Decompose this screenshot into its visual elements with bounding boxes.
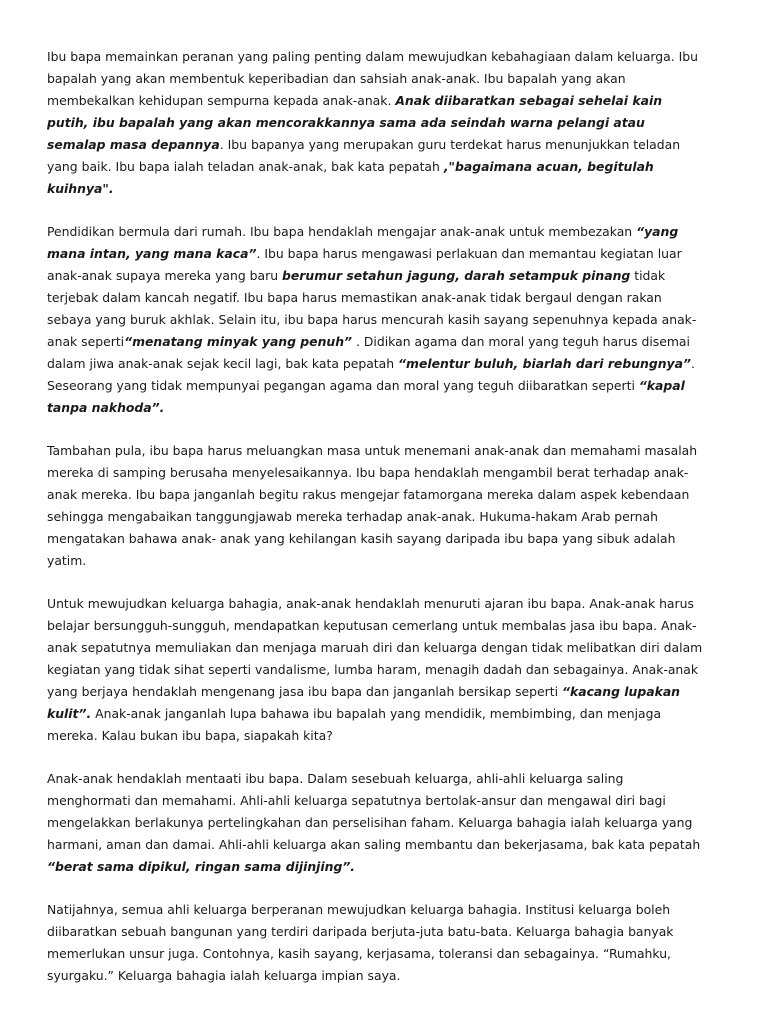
text-run: Pendidikan bermula dari rumah. Ibu bapa hendaklah mengajar anak-anak untuk membezakan (47, 224, 637, 239)
text-run-emphasis: ,"bagaimana acuan, begitulah kuihnya". (47, 159, 654, 196)
paragraph-3 (47, 440, 707, 572)
text-run-emphasis: “melentur buluh, biarlah dari rebungnya” (398, 356, 691, 371)
text-run: Tambahan pula, ibu bapa harus meluangkan masa untuk menemani anak-anak dan memahami masalah mereka di samping berusaha menyelesaikannya. Ibu bapa hendaklah mengambil berat terhadap anak-anak mereka. Ibu bapa janganlah begitu rakus mengejar fatamorgana mereka dalam aspek kebendaan sehingga mengabaikan tanggungjawab mereka terhadap anak-anak. Hukuma-hakam Arab pernah mengatakan bahawa anak- anak yang kehilangan kasih sayang daripada ibu bapa yang sibuk adalah yatim. (47, 443, 698, 568)
paragraph-6 (47, 899, 707, 987)
text-run-emphasis: berumur setahun jagung, darah setampuk pinang (282, 268, 631, 283)
paragraph-1 (47, 46, 707, 200)
text-run: Untuk mewujudkan keluarga bahagia, anak-anak hendaklah menuruti ajaran ibu bapa. Anak-anak harus belajar bersungguh-sungguh, mendapatkan keputusan cemerlang untuk membalas jasa ibu bapa. Anak-anak sepatutnya memuliakan dan menjaga maruah diri dan keluarga dengan tidak melibatkan diri dalam kegiatan yang tidak sihat seperti vandalisme, lumba haram, menagih dadah dan sebagainya. Anak-anak yang berjaya hendaklah mengenang jasa ibu bapa dan janganlah bersikap seperti (47, 596, 703, 699)
text-run: Ibu bapa memainkan peranan yang paling penting dalam mewujudkan kebahagiaan dalam keluarga. Ibu bapalah yang akan membentuk keperibadian dan sahsiah anak-anak. Ibu bapalah yang akan membekalkan kehidupan sempurna kepada anak-anak. (47, 49, 699, 108)
text-run-emphasis: “kapal tanpa nakhoda”. (47, 378, 685, 415)
paragraph-5 (47, 768, 707, 878)
text-run: Natijahnya, semua ahli keluarga berperanan mewujudkan keluarga bahagia. Institusi keluarga boleh diibaratkan sebuah bangunan yang terdiri daripada berjuta-juta batu-bata. Keluarga bahagia banyak memerlukan unsur juga. Contohnya, kasih sayang, kerjasama, toleransi dan sebagainya. “Rumahku, syurgaku.” Keluarga bahagia ialah keluarga impian saya. (47, 902, 674, 983)
text-run-emphasis: “berat sama dipikul, ringan sama dijinjing”. (47, 859, 356, 874)
text-run-emphasis: “kacang lupakan kulit”. (47, 684, 680, 721)
document-page (47, 46, 707, 1008)
text-run: Anak-anak hendaklah mentaati ibu bapa. Dalam sesebuah keluarga, ahli-ahli keluarga saling menghormati dan memahami. Ahli-ahli keluarga sepatutnya bertolak-ansur dan mengawal diri bagi mengelakkan berlakunya pertelingkahan dan perselisihan faham. Keluarga bahagia ialah keluarga yang harmani, aman dan damai. Ahli-ahli keluarga akan saling membantu dan bekerjasama, bak kata pepatah (47, 771, 701, 852)
text-run: . Ibu bapa harus mengawasi perlakuan dan memantau kegiatan luar anak-anak supaya mereka yang baru (47, 246, 682, 283)
text-run: Anak-anak janganlah lupa bahawa ibu bapalah yang mendidik, membimbing, dan menjaga mereka. Kalau bukan ibu bapa, siapakah kita? (47, 706, 662, 743)
text-run: . Seseorang yang tidak mempunyai pegangan agama dan moral yang teguh diibaratkan seperti (47, 356, 695, 393)
text-run: tidak terjebak dalam kancah negatif. Ibu bapa harus memastikan anak-anak tidak bergaul dengan rakan sebaya yang buruk akhlak. Selain itu, ibu bapa harus mencurah kasih sayang sepenuhnya kepada anak-anak seperti (47, 268, 697, 349)
paragraph-2 (47, 221, 707, 419)
text-run: . Ibu bapanya yang merupakan guru terdekat harus menunjukkan teladan yang baik. Ibu bapa ialah teladan anak-anak, bak kata pepatah (47, 137, 681, 174)
text-run-emphasis: “menatang minyak yang penuh” (124, 334, 353, 349)
text-run-emphasis: Anak diibaratkan sebagai sehelai kain putih, ibu bapalah yang akan mencorakkannya sama ada seindah warna pelangi atau semalap masa depannya (47, 93, 663, 152)
paragraph-4 (47, 593, 707, 747)
text-run: . Didikan agama dan moral yang teguh harus disemai dalam jiwa anak-anak sejak kecil lagi, bak kata pepatah (47, 334, 690, 371)
text-run-emphasis: “yang mana intan, yang mana kaca” (47, 224, 679, 261)
